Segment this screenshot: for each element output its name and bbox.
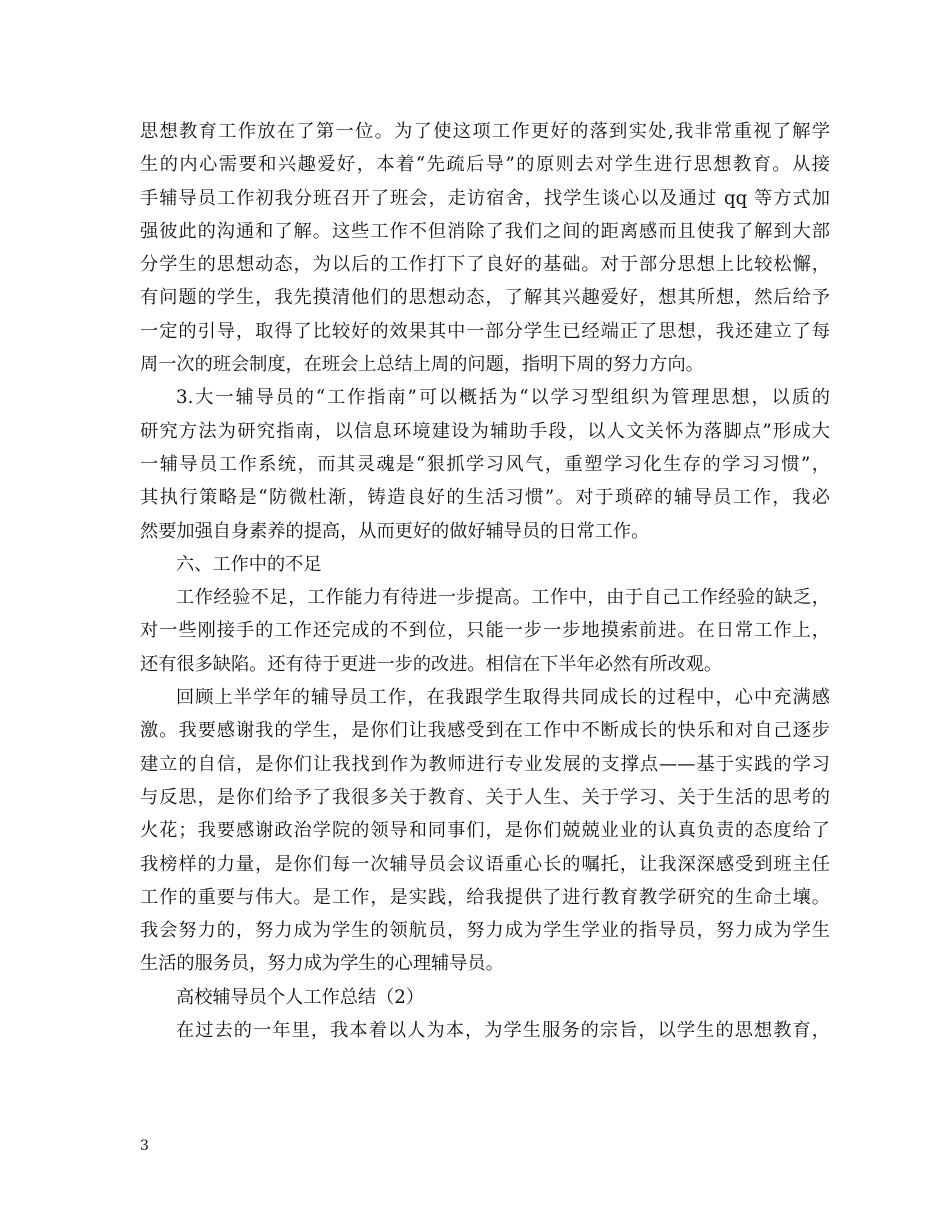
text-line: 还有很多缺陷。还有待于更进一步的改进。相信在下半年必然有所改观。 <box>140 653 723 675</box>
paragraph <box>140 681 830 981</box>
page-number: 3 <box>140 1138 149 1154</box>
document-body <box>140 115 830 1047</box>
text-line: 对一些刚接手的工作还完成的不到位，只能一步一步地摸索前进。在日常工作上， <box>140 620 830 642</box>
text-line: 其执行策略是“防微杜渐，铸造良好的生活习惯”。对于琐碎的辅导员工作，我必 <box>140 487 830 509</box>
text-line: 研究方法为研究指南，以信息环境建设为辅助手段，以人文关怀为落脚点”形成大 <box>140 420 830 442</box>
text-line: 3.大一辅导员的“工作指南”可以概括为“以学习型组织为管理思想，以质的 <box>176 387 830 409</box>
text-line: 周一次的班会制度，在班会上总结上周的问题，指明下周的努力方向。 <box>140 354 704 376</box>
text-line: 生活的服务员，努力成为学生的心理辅导员。 <box>140 953 504 975</box>
text-line: 然要加强自身素养的提高，从而更好的做好辅导员的日常工作。 <box>140 520 650 542</box>
text-line: 回顾上半学年的辅导员工作，在我跟学生取得共同成长的过程中，心中充满感 <box>176 687 830 709</box>
paragraph <box>140 1014 830 1047</box>
paragraph <box>140 115 830 381</box>
text-line: 一辅导员工作系统，而其灵魂是“狠抓学习风气，重塑学习化生存的学习习惯”， <box>140 453 830 475</box>
paragraph <box>140 381 830 547</box>
text-line: 我会努力的，努力成为学生的领航员，努力成为学生学业的指导员，努力成为学生 <box>140 920 830 942</box>
text-line: 手辅导员工作初我分班召开了班会，走访宿舍，找学生谈心以及通过 qq 等方式加 <box>140 187 830 209</box>
text-line: 一定的引导，取得了比较好的效果其中一部分学生已经端正了思想，我还建立了每 <box>140 320 830 342</box>
text-line: 我榜样的力量，是你们每一次辅导员会议语重心长的嘱托，让我深深感受到班主任 <box>140 853 830 875</box>
text-line: 生的内心需要和兴趣爱好，本着“先疏后导”的原则去对学生进行思想教育。从接 <box>140 154 830 176</box>
text-line: 火花；我要感谢政治学院的领导和同事们，是你们兢兢业业的认真负责的态度给了 <box>140 820 830 842</box>
text-line: 工作的重要与伟大。是工作，是实践，给我提供了进行教育教学研究的生命土壤。 <box>140 886 830 908</box>
text-line: 六、工作中的不足 <box>176 553 322 575</box>
paragraph <box>140 548 830 581</box>
text-line: 分学生的思想动态，为以后的工作打下了良好的基础。对于部分思想上比较松懈， <box>140 254 830 276</box>
text-line: 在过去的一年里，我本着以人为本，为学生服务的宗旨，以学生的思想教育， <box>176 1020 830 1042</box>
text-line: 建立的自信，是你们让我找到作为教师进行专业发展的支撑点——基于实践的学习 <box>140 753 830 775</box>
text-line: 思想教育工作放在了第一位。为了使这项工作更好的落到实处,我非常重视了解学 <box>140 121 830 142</box>
paragraph <box>140 981 830 1014</box>
text-line: 与反思，是你们给予了我很多关于教育、关于人生、关于学习、关于生活的思考的 <box>140 786 830 808</box>
text-line: 高校辅导员个人工作总结（2） <box>176 986 425 1008</box>
text-line: 有问题的学生，我先摸清他们的思想动态，了解其兴趣爱好，想其所想，然后给予 <box>140 287 830 309</box>
paragraph <box>140 581 830 681</box>
text-line: 强彼此的沟通和了解。这些工作不但消除了我们之间的距离感而且使我了解到大部 <box>140 220 830 242</box>
text-line: 激。我要感谢我的学生，是你们让我感受到在工作中不断成长的快乐和对自己逐步 <box>140 720 830 742</box>
text-line: 工作经验不足，工作能力有待进一步提高。工作中，由于自己工作经验的缺乏， <box>176 587 830 609</box>
